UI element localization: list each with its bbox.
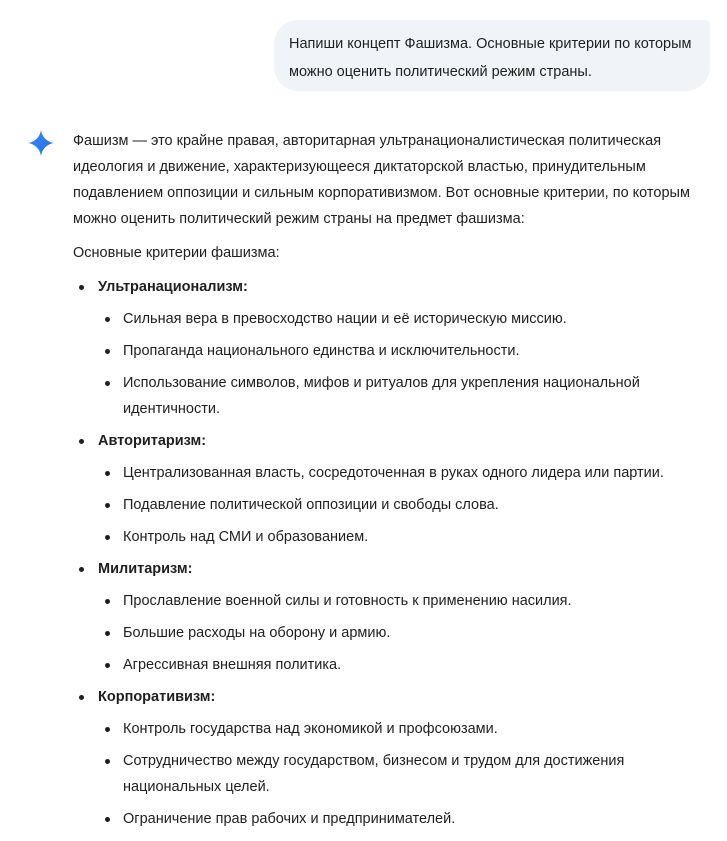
criterion-item [73,556,713,678]
criterion-subitems [98,460,713,550]
list-item: Пропаганда национального единства и исключительности. [98,338,713,364]
list-item: Использование символов, мифов и ритуалов для укрепления национальной идентичности. [98,370,713,422]
list-item: Агрессивная внешняя политика. [98,652,713,678]
criteria-list [73,274,713,832]
list-item: Большие расходы на оборону и армию. [98,620,713,646]
list-item: Контроль над СМИ и образованием. [98,524,713,550]
list-item: Сотрудничество между государством, бизнесом и трудом для достижения национальных целей. [98,748,713,800]
criterion-subitems [98,306,713,422]
criterion-item [73,428,713,550]
response-intro: Фашизм — это крайне правая, авторитарная ультранационалистическая политическая идеология и движение, характеризующееся диктаторской властью, принудительным подавлением оппозиции и сильным корпоративизмом. Вот основные критерии, по которым можно оценить политический режим страны на предмет фашизма: [73,133,690,227]
user-message-text: Напиши концепт Фашизма. Основные критерии по которым можно оценить политический режим страны. [289,36,692,80]
criterion-item [73,684,713,832]
list-item: Контроль государства над экономикой и профсоюзами. [98,716,713,742]
response-heading: Основные критерии фашизма: [73,245,280,261]
gemini-sparkle-icon [27,129,55,157]
criterion-subitems [98,716,713,832]
list-item: Централизованная власть, сосредоточенная в руках одного лидера или партии. [98,460,713,486]
assistant-response [73,128,713,838]
criterion-title: Авторитаризм: [98,433,207,449]
criterion-title: Ультранационализм: [98,279,248,295]
list-item: Подавление политической оппозиции и свободы слова. [98,492,713,518]
list-item: Сильная вера в превосходство нации и её историческую миссию. [98,306,713,332]
list-item: Ограничение прав рабочих и предпринимателей. [98,806,713,832]
criterion-title: Милитаризм: [98,561,193,577]
user-message-bubble [274,20,710,91]
criterion-title: Корпоративизм: [98,689,216,705]
criterion-subitems [98,588,713,678]
criterion-item [73,274,713,422]
list-item: Прославление военной силы и готовность к применению насилия. [98,588,713,614]
